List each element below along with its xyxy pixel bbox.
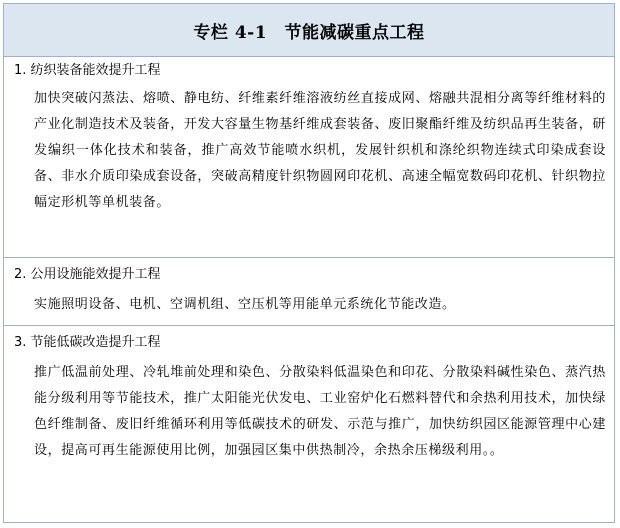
section-title: 2. 公用设施能效提升工程: [14, 267, 161, 282]
section-title: 1. 纺织装备能效提升工程: [14, 63, 161, 78]
section-body: 实施照明设备、电机、空调机组、空压机等用能单元系统化节能改造。: [34, 297, 456, 312]
section-public-facilities: [4, 258, 614, 326]
column-title: 专栏 4-1 节能减碳重点工程: [4, 4, 614, 57]
section-body: 加快突破闪蒸法、熔喷、静电纺、纤维素纤维溶液纺丝直接成网、熔融共混相分离等纤维材料的产业化制造技术及装备，开发大容量生物基纤维成套装备、废旧聚酯纤维及纺织品再生装备，研发编织一体化技术和装备，推广高效节能喷水织机，发展针织机和涤纶织物连续式印染成套设备、非水介质印染成套设备，突破高精度针织物圆网印花机、高速全幅宽数码印花机、针织物拉幅定形机等单机装备。: [34, 91, 606, 210]
column-box: [3, 3, 615, 523]
section-low-carbon-retrofit: [4, 326, 614, 522]
section-title: 3. 节能低碳改造提升工程: [14, 335, 161, 350]
section-textile-equipment: [4, 56, 614, 258]
section-body: 推广低温前处理、冷轧堆前处理和染色、分散染料低温染色和印花、分散染料碱性染色、蒸汽热能分级利用等节能技术，推广太阳能光伏发电、工业窑炉化石燃料替代和余热利用技术，加快绿色纤维制备、废旧纤维循环利用等低碳技术的研发、示范与推广，加快纺织园区能源管理中心建设，提高可再生能源使用比例，加强园区集中供热制冷，余热余压梯级利用。。: [34, 365, 606, 458]
